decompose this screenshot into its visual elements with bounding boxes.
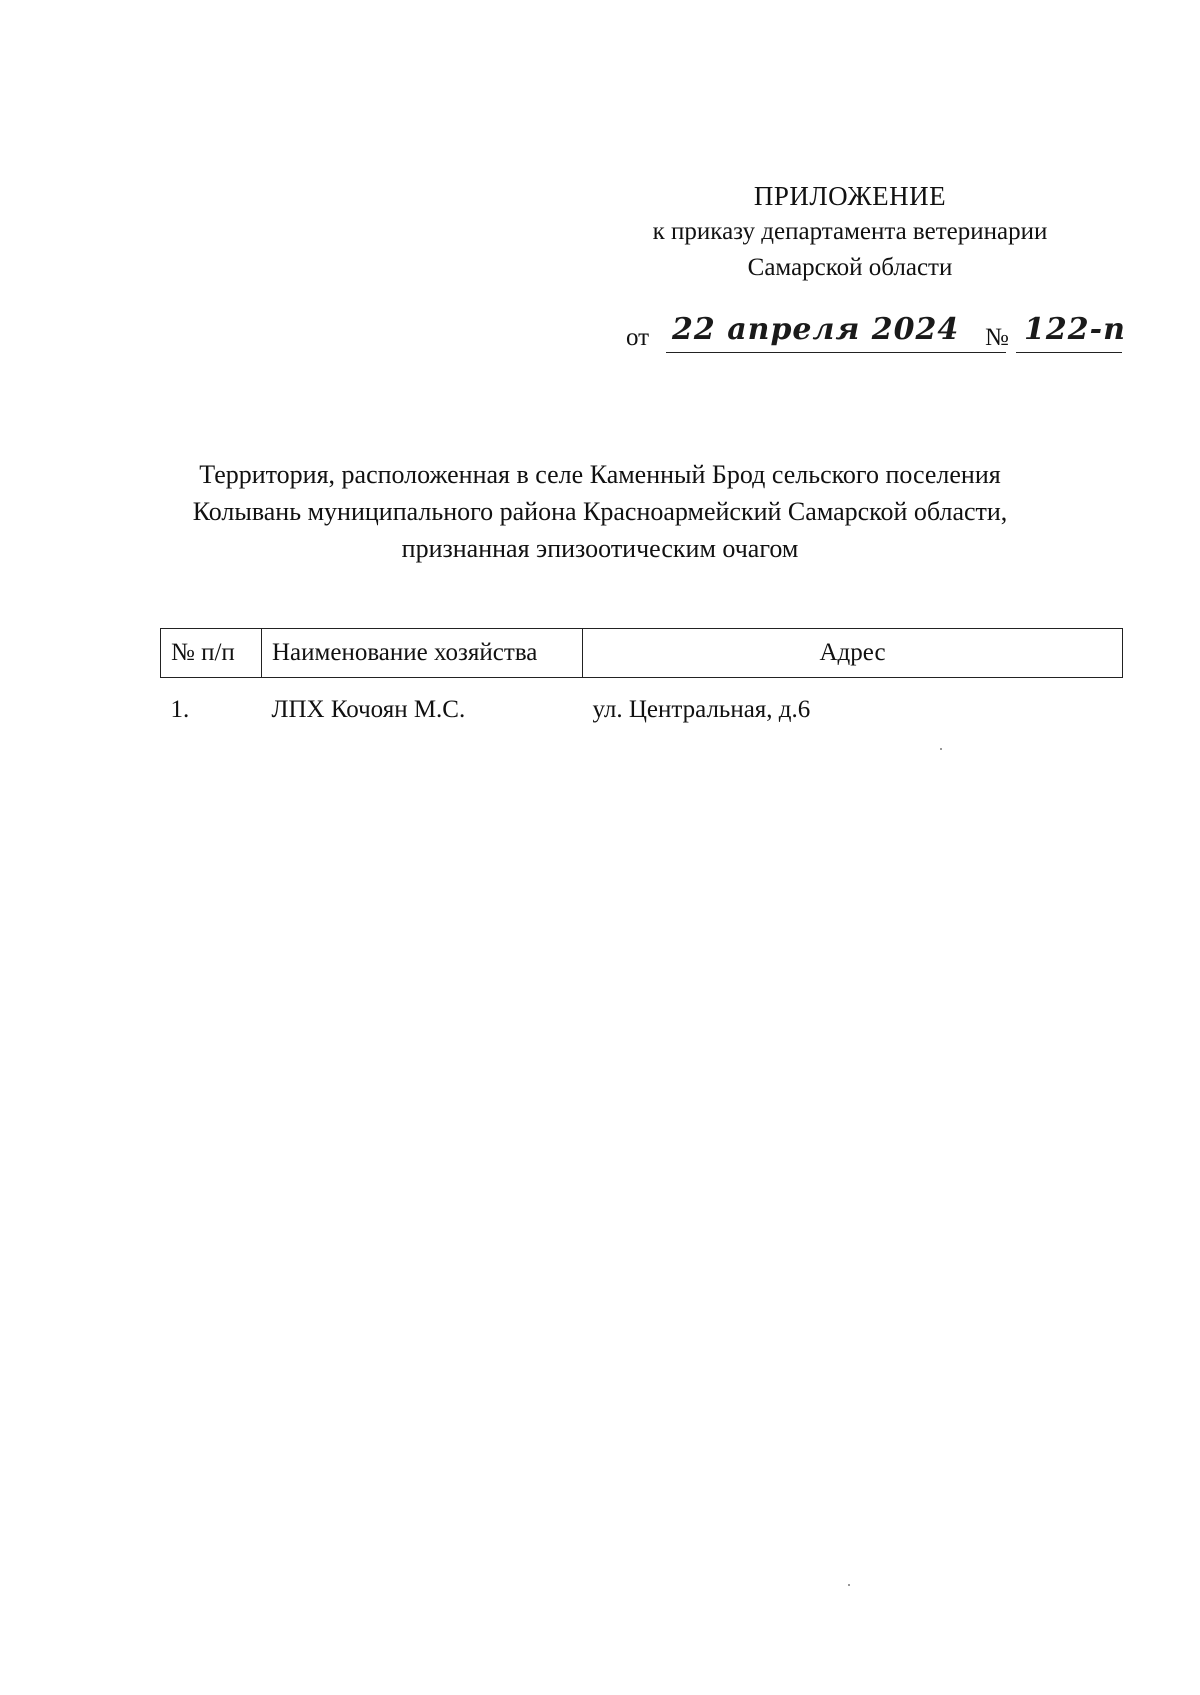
table-header-row — [161, 629, 1123, 678]
row-number: 1. — [170, 696, 190, 723]
handwritten-date: 22 апреля 2024 — [672, 312, 960, 347]
heading-line-3: признанная эпизоотическим очагом — [401, 534, 799, 563]
heading-line-1: Территория, расположенная в селе Каменный Брод сельского поселения — [199, 460, 1001, 489]
header-number: № п/п — [161, 629, 262, 678]
row-address: ул. Центральная, д.6 — [592, 696, 811, 723]
appendix-title: ПРИЛОЖЕНИЕ — [753, 181, 947, 211]
heading-line-2: Колывань муниципального района Красноармейский Самарской области, — [192, 497, 1008, 526]
order-number-field — [1016, 312, 1126, 353]
order-details — [626, 312, 1146, 356]
order-number-label: № — [981, 324, 1013, 352]
households-table — [160, 628, 1123, 742]
appendix-header — [600, 178, 1100, 286]
header-household-name: Наименование хозяйства — [262, 629, 583, 678]
scan-speck — [940, 748, 942, 750]
appendix-reference-line: к приказу департамента ветеринарии — [652, 218, 1048, 245]
row-household-name: ЛПХ Кочоян М.С. — [271, 696, 466, 723]
order-date-prefix: от — [626, 324, 650, 351]
header-address: Адрес — [583, 629, 1123, 678]
document-heading — [150, 456, 1050, 567]
appendix-region-line: Самарской области — [747, 254, 953, 281]
handwritten-number: 122-п — [1024, 312, 1126, 347]
scan-speck — [848, 1584, 850, 1586]
order-date-field — [666, 312, 1006, 353]
table-row — [161, 678, 1123, 743]
